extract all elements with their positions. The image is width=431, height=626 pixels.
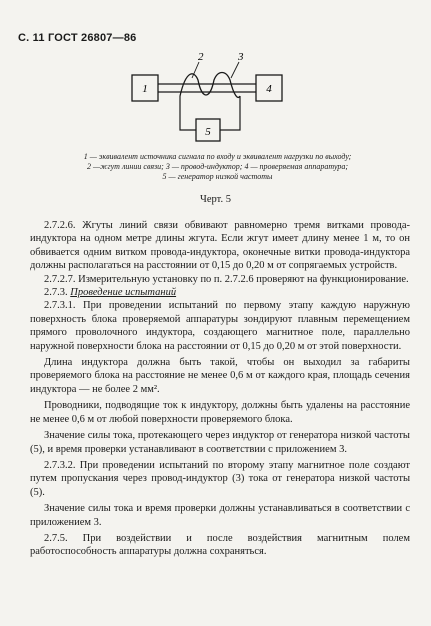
paragraph-2-7-2-7: 2.7.2.7. Измерительную установку по п. 2.7.2.6 проверяют на функционирование.: [44, 273, 409, 285]
inductor-coil: [180, 73, 240, 98]
caption-line: 5 — генератор низкой частоты: [162, 172, 273, 181]
leader-3: [231, 62, 239, 78]
paragraph-current-value: Значение силы тока, протекающего через индуктор от генератора низкой частоты (5), и время проверки устанавливают в соответствии с приложением 3.: [30, 430, 410, 455]
paragraph-current-time: Значение силы тока и время проверки должны устанавливаться в соответствии с приложением 3.: [30, 503, 410, 528]
callout-2: 2: [198, 51, 204, 63]
paragraph-inductor-length: Длина индуктора должна быть такой, чтобы он выходил за габариты проверяемого блока на расстояние не менее 0,6 м от каждого края, площадь сечения индуктора — не более 2 мм².: [30, 357, 410, 395]
paragraph-2-7-3-1: 2.7.3.1. При проведении испытаний по первому этапу каждую наружную поверхность блока проверяемой аппаратуры зондируют плавным перемещением прямого проволочного индуктора, создающего магнитное поле, параллельно наружной поверхности блока на расстоянии от 0,15 до 0,20 м от этой поверхности.: [30, 300, 410, 352]
page-header: С. 11 ГОСТ 26807—86: [18, 32, 137, 44]
figure-label: Черт. 5: [200, 194, 231, 205]
body-text: [30, 219, 410, 559]
caption-line: 1 — эквивалент источника сигнала по входу и эквивалент нагрузки по выходу;: [83, 152, 352, 161]
figure-5-diagram: [0, 0, 431, 160]
paragraph-2-7-5: 2.7.5. При воздействии и после воздействия магнитным полем работоспособность аппаратуры должна сохраняться.: [30, 532, 410, 558]
section-title: Проведение испытаний: [70, 287, 177, 299]
callout-3: 3: [238, 51, 244, 63]
section-number: 2.7.3.: [44, 287, 68, 299]
paragraph-2-7-2-6: 2.7.2.6. Жгуты линий связи обвивают равномерно тремя витками провода-индуктора на одном метре длины жгута. Если жгут имеет длину менее 1 м, то он обвивается одним витком провода-индуктора, оконечные витки провода-индуктора должны располагаться на расстоянии от 0,15 до 0,20 м от сопрягаемых устройств.: [30, 220, 410, 272]
paragraph-conductors: Проводники, подводящие ток к индуктору, должны быть удалены на расстояние не менее 0,6 м от любой поверхности проверяемого блока.: [30, 400, 410, 425]
caption-line: 2 —жгут линии связи; 3 — провод-индуктор; 4 — проверяемая аппаратура;: [86, 162, 349, 171]
inductor-loop: [180, 96, 240, 130]
block-5-label: 5: [205, 126, 211, 138]
section-heading: [30, 286, 410, 299]
figure-caption: [30, 152, 405, 182]
block-1-label: 1: [142, 83, 148, 95]
block-4-label: 4: [266, 83, 272, 95]
paragraph-2-7-3-2: 2.7.3.2. При проведении испытаний по второму этапу магнитное поле создают путем пропускания через провод-индуктор (3) тока от генератора низкой частоты (5).: [30, 459, 410, 498]
